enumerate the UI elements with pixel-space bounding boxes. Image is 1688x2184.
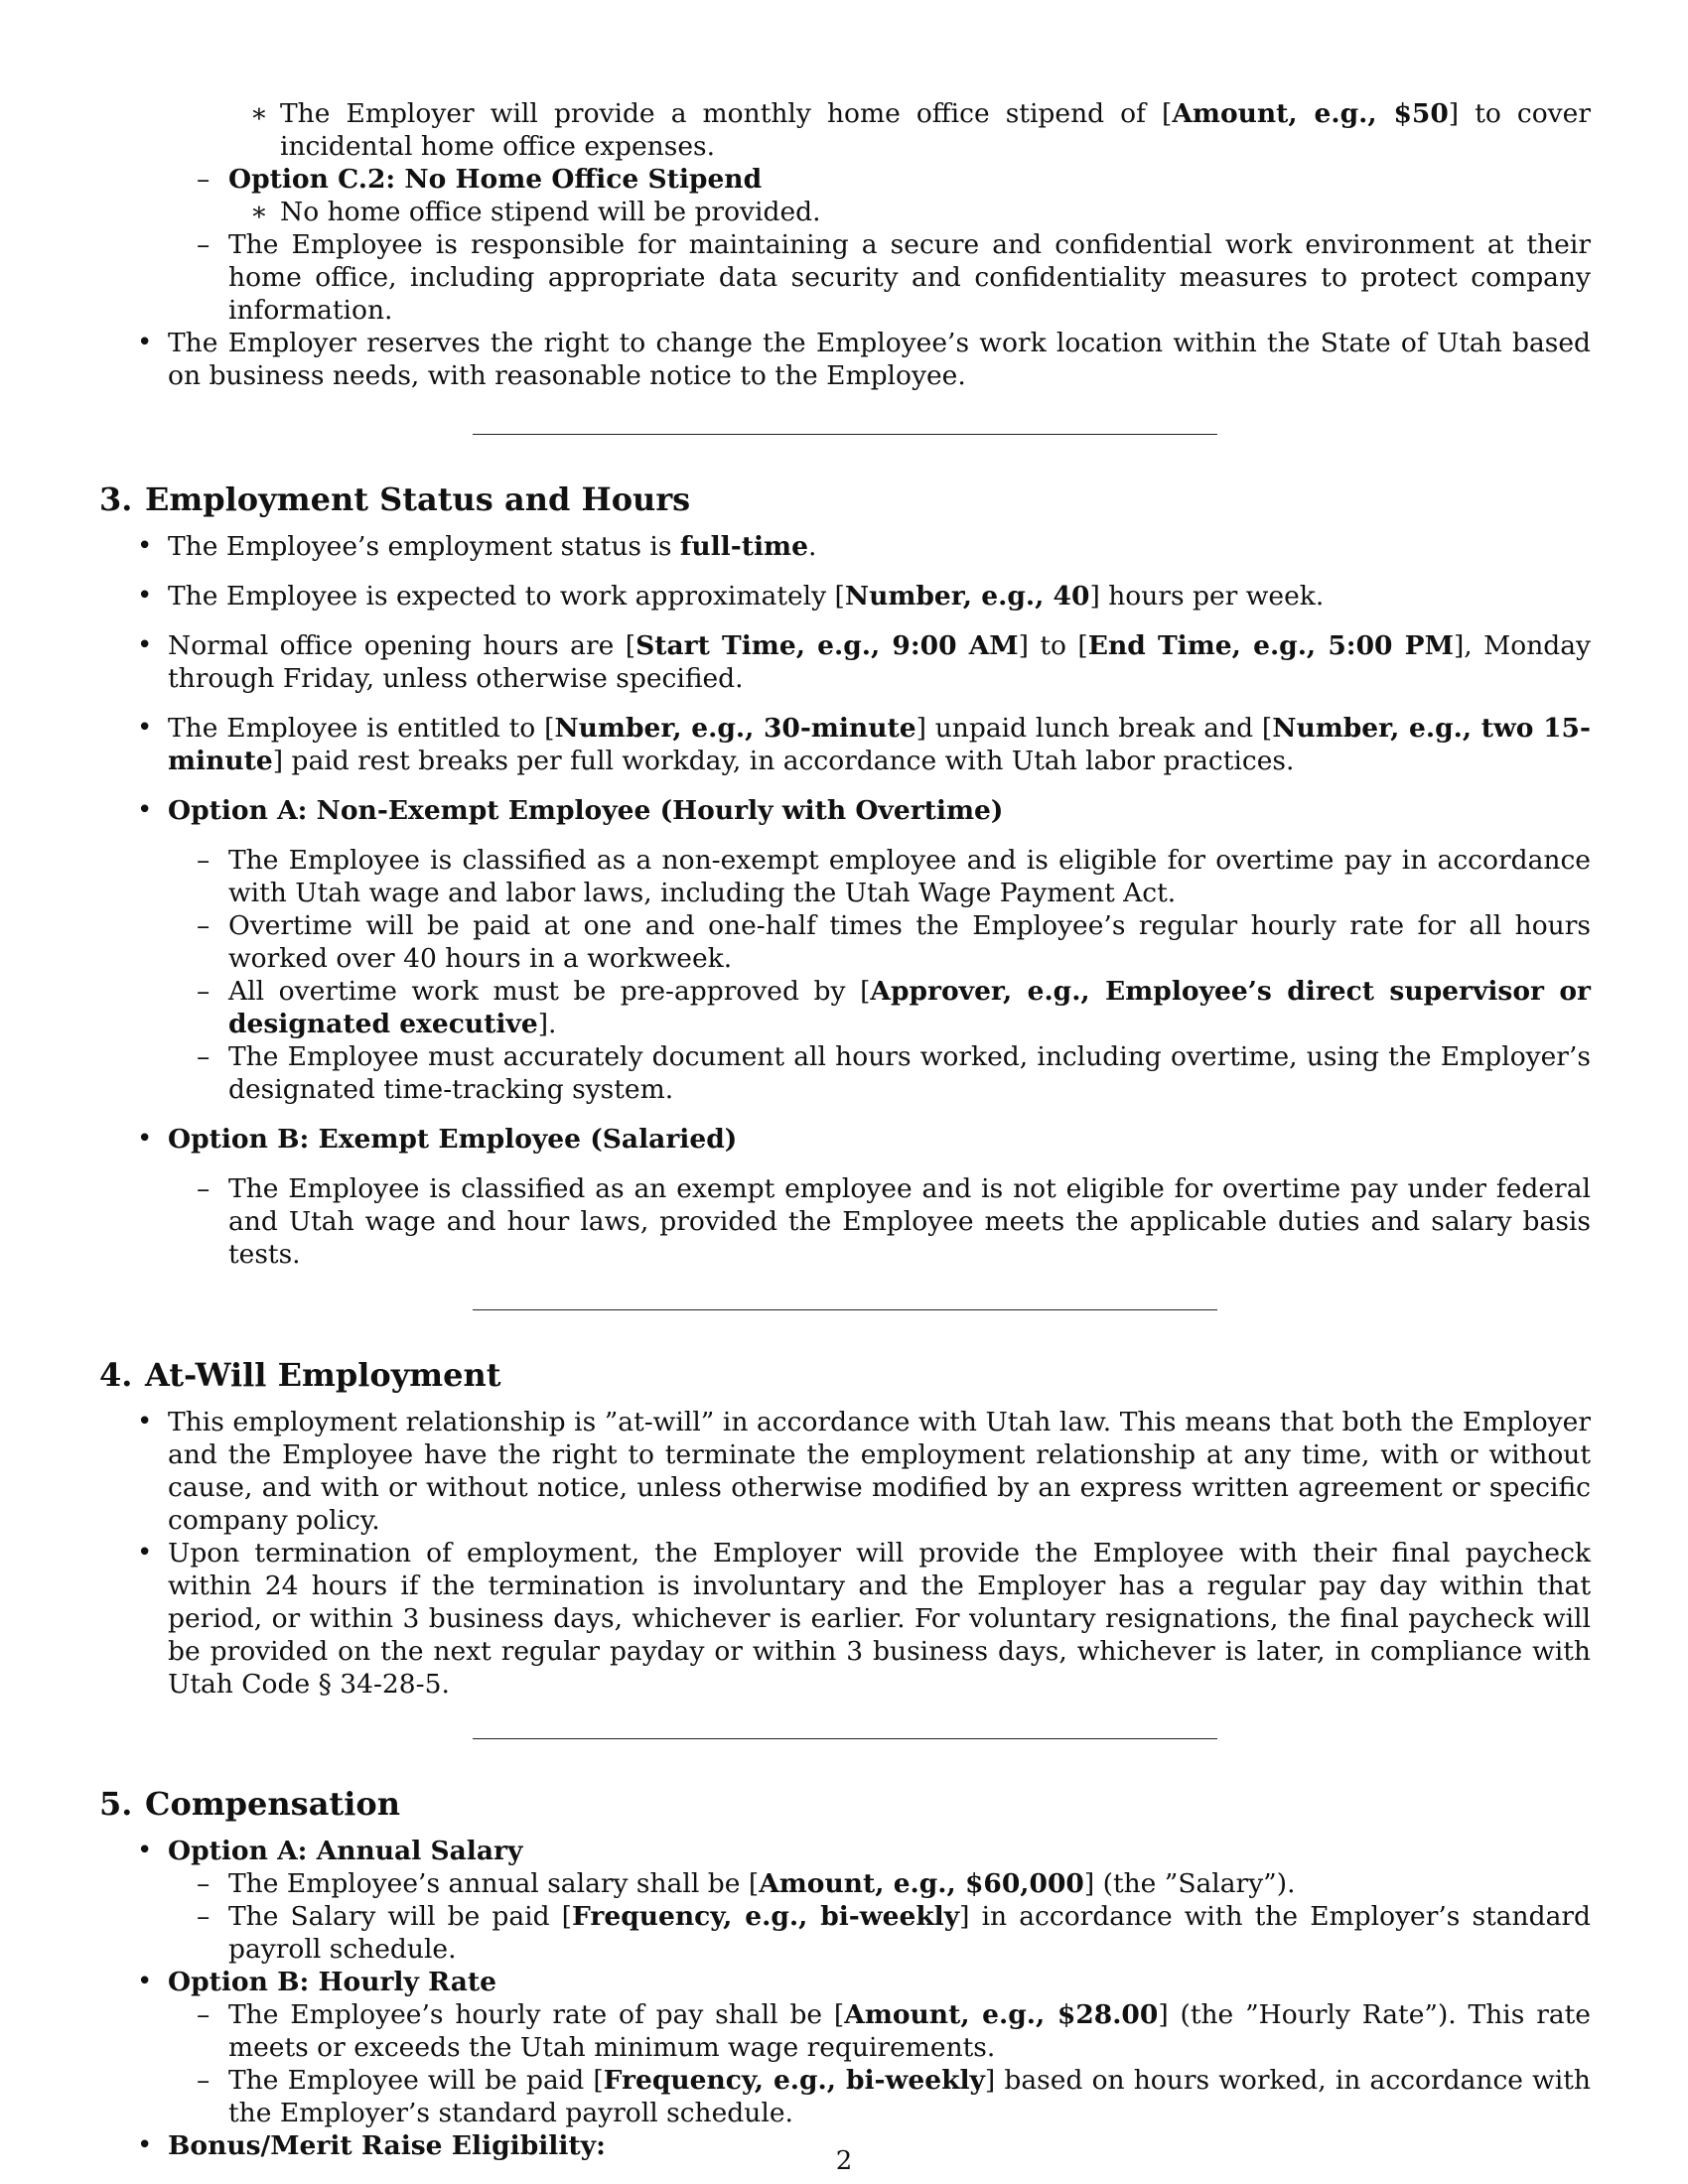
list-item: • Upon termination of employment, the Employer will provide the Employee with their final paycheck within 24 hours if the termination is involuntary and the Employer has a regular pay day within that period, or within 3 business days, whichever is earlier. For voluntary resignations, the final paycheck will be provided on the next regular payday or within 3 business days, whichever is later, in compliance with Utah Code § 34-28-5. bbox=[99, 1537, 1591, 1701]
list-item: – The Employee’s hourly rate of pay shall be [Amount, e.g., $28.00] (the ”Hourly Rate”). This rate meets or exceeds the Utah minimum wage requirements. bbox=[99, 1998, 1591, 2064]
list-item: – The Employee’s annual salary shall be [Amount, e.g., $60,000] (the ”Salary”). bbox=[99, 1867, 1591, 1900]
section-divider bbox=[473, 1309, 1217, 1310]
page-number: 2 bbox=[835, 2146, 853, 2176]
list-item: – The Employee is classified as an exempt employee and is not eligible for overtime pay under federal and Utah wage and hour laws, provided the Employee meets the applicable duties and salary basis tests. bbox=[99, 1172, 1591, 1271]
list-item: ∗ The Employer will provide a monthly home office stipend of [Amount, e.g., $50] to cover incidental home office expenses. bbox=[99, 97, 1591, 163]
list-item: – All overtime work must be pre-approved by [Approver, e.g., Employee’s direct supervisor or designated executive]. bbox=[99, 975, 1591, 1040]
section-5-list bbox=[99, 1835, 1591, 2162]
list-item: • Normal office opening hours are [Start Time, e.g., 9:00 AM] to [End Time, e.g., 5:00 PM], Monday through Friday, unless otherwise specified. bbox=[99, 629, 1591, 695]
list-item: – The Salary will be paid [Frequency, e.g., bi-weekly] in accordance with the Employer’s standard payroll schedule. bbox=[99, 1900, 1591, 1966]
section-4-heading: 4. At-Will Employment bbox=[99, 1356, 501, 1394]
option-a-list bbox=[99, 844, 1591, 1106]
list-item: • The Employee’s employment status is full-time. bbox=[99, 530, 1591, 563]
list-item: • The Employee is expected to work approximately [Number, e.g., 40] hours per week. bbox=[99, 580, 1591, 613]
section-4-list bbox=[99, 1406, 1591, 1701]
option-a-salary-heading: • Option A: Annual Salary bbox=[99, 1835, 1591, 1867]
option-b-list bbox=[99, 1172, 1591, 1271]
bonus-heading: • Bonus/Merit Raise Eligibility: bbox=[99, 2129, 1591, 2162]
option-b-heading: • Option B: Exempt Employee (Salaried) bbox=[99, 1123, 1591, 1156]
section-3-list bbox=[99, 530, 1591, 827]
section-2-continuation bbox=[99, 97, 1591, 392]
document-page bbox=[99, 97, 1591, 2162]
option-a-heading: • Option A: Non-Exempt Employee (Hourly with Overtime) bbox=[99, 794, 1591, 827]
section-divider bbox=[473, 1738, 1217, 1739]
section-3-heading: 3. Employment Status and Hours bbox=[99, 480, 691, 518]
option-c2-heading: – Option C.2: No Home Office Stipend bbox=[99, 163, 1591, 196]
option-b-rate-heading: • Option B: Hourly Rate bbox=[99, 1966, 1591, 1998]
list-item: – The Employee will be paid [Frequency, e.g., bi-weekly] based on hours worked, in accordance with the Employer’s standard payroll schedule. bbox=[99, 2064, 1591, 2129]
section-divider bbox=[473, 434, 1217, 435]
list-item: • The Employee is entitled to [Number, e.g., 30-minute] unpaid lunch break and [Number, e.g., two 15-minute] paid rest breaks per full workday, in accordance with Utah labor practices. bbox=[99, 712, 1591, 777]
list-item: – The Employee is responsible for maintaining a secure and confidential work environment at their home office, including appropriate data security and confidentiality measures to protect company information. bbox=[99, 228, 1591, 327]
option-b-section bbox=[99, 1123, 1591, 1156]
list-item: – The Employee must accurately document all hours worked, including overtime, using the Employer’s designated time-tracking system. bbox=[99, 1040, 1591, 1106]
list-item: – The Employee is classified as a non-exempt employee and is eligible for overtime pay in accordance with Utah wage and labor laws, including the Utah Wage Payment Act. bbox=[99, 844, 1591, 909]
list-item: – Overtime will be paid at one and one-half times the Employee’s regular hourly rate for all hours worked over 40 hours in a workweek. bbox=[99, 909, 1591, 975]
list-item: • This employment relationship is ”at-will” in accordance with Utah law. This means that both the Employer and the Employee have the right to terminate the employment relationship at any time, with or without cause, and with or without notice, unless otherwise modified by an express written agreement or specific company policy. bbox=[99, 1406, 1591, 1537]
list-item: • The Employer reserves the right to change the Employee’s work location within the State of Utah based on business needs, with reasonable notice to the Employee. bbox=[99, 327, 1591, 392]
list-item: ∗ No home office stipend will be provided. bbox=[99, 196, 1591, 228]
section-5-heading: 5. Compensation bbox=[99, 1785, 400, 1823]
